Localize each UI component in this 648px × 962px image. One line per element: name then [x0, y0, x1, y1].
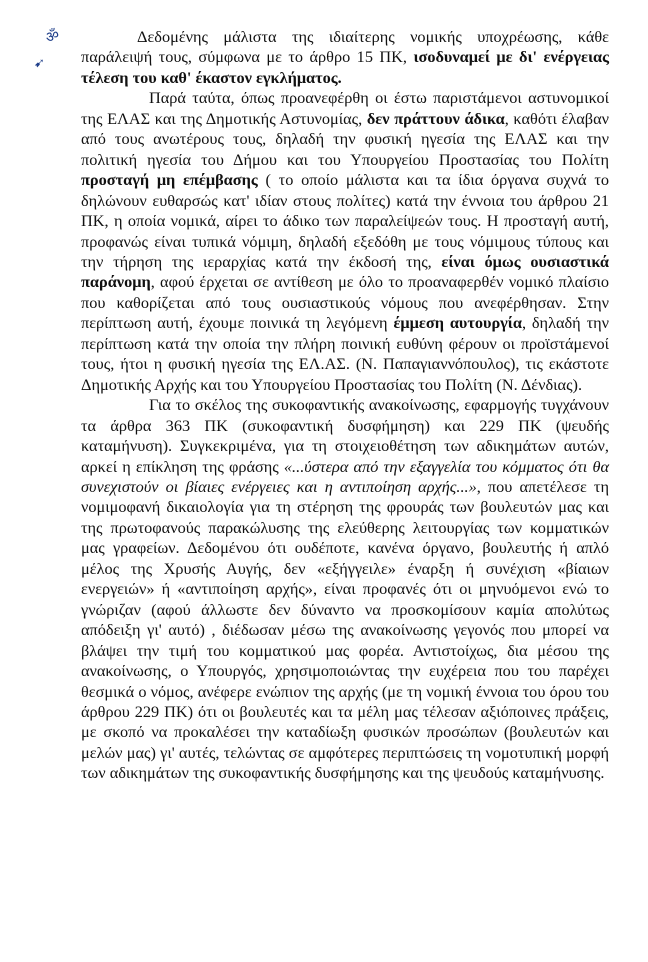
paragraph-2-text-1: Παρά ταύτα, όπως προανεφέρθη οι έστω παριστάμενοι αστυνομικοί της ΕΛΑΣ και της Δημοτικής Αστυνομίας, — [81, 88, 609, 128]
paragraph-2-text-3: ( το οποίο μάλιστα και τα ίδια όργανα συχνά το δηλώνουν ευθαρσώς κατ' ιδίαν στους πολίτες) κατά την έννοια του άρθρου 21 ΠΚ, η οποία νομικά, αίρει το άδικο των παραλείψεών τους. Η προσταγή αυτή, προφανώς είναι τυπικά νόμιμη, δηλαδή εξεδόθη με τους νόμιμους τύπους και την τήρηση της ιεραρχίας κατά την έκδοσή της, — [81, 170, 609, 271]
paragraph-1-text: Δεδομένης μάλιστα της ιδιαίτερης νομικής υποχρέωσης, κάθε παράλειψή τους, σύμφωνα με το άρθρο 15 ΠΚ, — [81, 27, 609, 67]
paragraph-2-text-2: , καθότι έλαβαν από τους ανωτέρους τους, δηλαδή την φυσική ηγεσία της ΕΛΑΣ και την πολιτική ηγεσία του Δήμου και του Υπουργείου Προστασίας του Πολίτη — [81, 108, 609, 169]
paragraph-2-bold-4: έμμεση αυτουργία — [393, 313, 522, 333]
paragraph-2-bold-3: είναι όμως ουσιαστικά παράνομη — [81, 251, 609, 292]
paragraph-2-bold-2: προσταγή μη επέμβασης — [81, 170, 258, 190]
body-text — [81, 27, 609, 784]
paragraph-1 — [81, 27, 609, 88]
paragraph-2-text-4: , αφού έρχεται σε αντίθεση με όλο το προαναφερθέν νομικό πλαίσιο που καθορίζεται από τους ουσιαστικούς νόμους που ανεφέρθησαν. Στην περίπτωση αυτή, έχουμε ποινικά τη λεγόμενη — [81, 272, 609, 333]
paragraph-3-quote: «...ύστερα από την εξαγγελία του κόμματος ότι θα συνεχιστούν οι βίαιες ενέργειες και η αντιποίηση αρχής...» — [81, 456, 609, 496]
arrow-mark-icon: ➹ — [34, 55, 45, 70]
paragraph-1-bold-1: ισοδυναμεί με δι' ενέργειας τέλεση του καθ' έκαστον εγκλήματος. — [81, 47, 609, 87]
paragraph-3-text-2: , που απετέλεσε τη νομιμοφανή δικαιολογία για τη στέρηση της φρουράς των βουλευτών μας και της πρωτοφανούς παρακώλυσης της ελεύθερης λειτουργίας των κομματικών μας γραφείων. Δεδομένου ότι ουδέποτε, κανένα όργανο, βουλευτής ή απλό μέλος της Χρυσής Αυγής, δεν «εξήγγειλε» έναρξη ή συνέχιση «βίαιων ενεργειών» ή «αντιποίηση αρχής», είναι προφανές ότι οι μηνυόμενοι ενώ το γνώριζαν (αφού άλλωστε δεν δύναντο να προσκομίσουν καμία απολύτως απόδειξη γι' αυτό) , διέδωσαν μέσω της ανακοίνωσης γεγονός που μπορεί να βλάψει την τιμή του κομματικού μας φορέα. Αντιστοίχως, δια μέσου της ανακοίνωσης, ο Υπουργός, χρησιμοποιώντας την ευχέρεια που του παρέχει θεσμικά ο νόμος, ανέφερε ενώπιον της αρχής (με τη νομική έννοια του όρου του άρθρου 229 ΠΚ) ότι οι βουλευτές και τα μέλη μας τέλεσαν αξιόποινες πράξεις, με σκοπό να προκαλέσει την καταδίωξη φυσικών προσώπων (βουλευτών και μελών μας) γι' αυτές, τελώντας σε αμφότερες περιπτώσεις τη νομοτυπική μορφή των αδικημάτων της συκοφαντικής δυσφήμησης και της ψευδούς καταμήνυσης. — [81, 476, 609, 783]
paragraph-2-bold-1: δεν πράττουν άδικα — [366, 108, 505, 128]
paragraph-2 — [81, 88, 609, 395]
paragraph-2-text-5: , δηλαδή την περίπτωση κατά την οποία την πλήρη ποινική ευθύνη φέρουν οι προϊστάμενοί τους, ήτοι η φυσική ηγεσία της ΕΛ.ΑΣ. (Ν. Παπαγιαννόπουλος), τις εκάστοτε Δημοτικής Αρχής και του Υπουργείου Προστασίας του Πολίτη (Ν. Δένδιας). — [81, 313, 609, 394]
handwritten-mark-icon: ॐ — [43, 27, 62, 47]
paragraph-3-text-1: Για το σκέλος της συκοφαντικής ανακοίνωσης, εφαρμογής τυγχάνουν τα άρθρα 363 ΠΚ (συκοφαντική δυσφήμηση) και 229 ΠΚ (ψευδής καταμήνυση). Συγκεκριμένα, για τη στοιχειοθέτηση των αδικημάτων αυτών, αρκεί η επίκληση της φράσης — [81, 395, 609, 476]
paragraph-3 — [81, 395, 609, 784]
